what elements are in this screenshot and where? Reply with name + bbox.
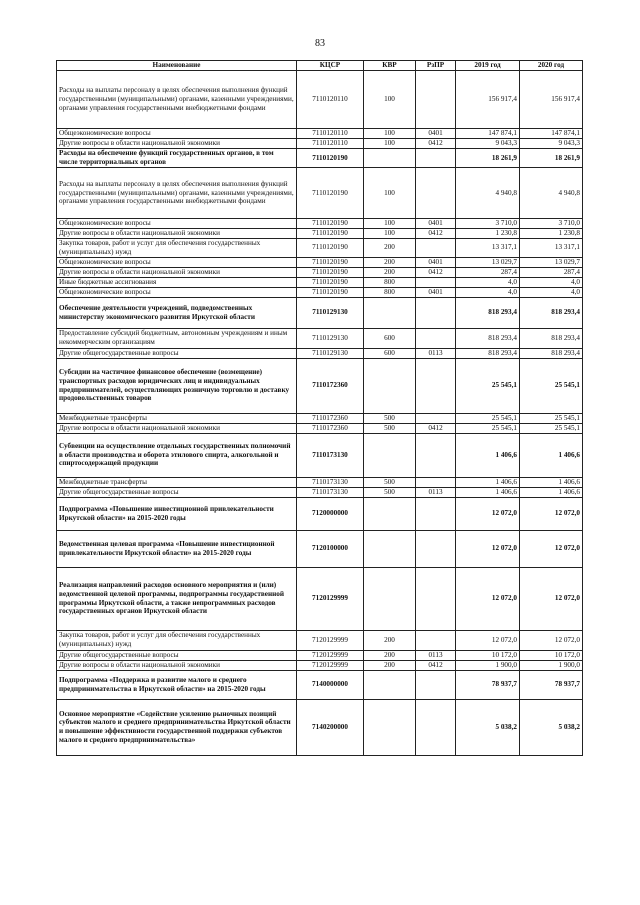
- cell-name: Подпрограмма «Повышение инвестиционной привлекательности Иркутской области» на 2015-2020 годы: [57, 497, 297, 530]
- cell-name: Межбюджетные трансферты: [57, 477, 297, 487]
- table-row: [57, 277, 583, 287]
- cell-kvr: 500: [364, 487, 416, 497]
- cell-2020: 78 937,7: [520, 670, 583, 699]
- cell-2019: 1 406,6: [456, 477, 520, 487]
- cell-name: Другие общегосударственные вопросы: [57, 348, 297, 358]
- cell-name: Общеэкономические вопросы: [57, 219, 297, 229]
- cell-kcsr: 7110120190: [297, 149, 364, 168]
- table-row: [57, 660, 583, 670]
- cell-2019: 147 874,1: [456, 129, 520, 139]
- table-row: [57, 358, 583, 413]
- cell-rzpr: [416, 567, 456, 630]
- cell-2020: 25 545,1: [520, 423, 583, 433]
- cell-rzpr: [416, 277, 456, 287]
- cell-rzpr: [416, 149, 456, 168]
- cell-kcsr: 7120129999: [297, 650, 364, 660]
- table-row: [57, 477, 583, 487]
- cell-2020: 4 940,8: [520, 168, 583, 219]
- cell-name: Другие вопросы в области национальной экономики: [57, 423, 297, 433]
- cell-2020: 1 900,0: [520, 660, 583, 670]
- cell-rzpr: 0412: [416, 139, 456, 149]
- cell-kcsr: 7110120190: [297, 229, 364, 239]
- cell-2020: 1 406,6: [520, 477, 583, 487]
- cell-name: Расходы на выплаты персоналу в целях обеспечения выполнения функций государственными (муниципальными) органами, казенными учреждениями, органами управления государственными внебюджетными фондами: [57, 168, 297, 219]
- table-row: [57, 129, 583, 139]
- cell-kvr: 500: [364, 423, 416, 433]
- table-row: [57, 630, 583, 650]
- cell-rzpr: 0113: [416, 650, 456, 660]
- cell-rzpr: [416, 358, 456, 413]
- cell-kvr: [364, 670, 416, 699]
- table-row: [57, 567, 583, 630]
- cell-name: Межбюджетные трансферты: [57, 413, 297, 423]
- cell-name: Субсидии на частичное финансовое обеспечение (возмещение) транспортных расходов юридических лиц и индивидуальных предпринимателей, осуществляющих розничную торговлю и доставку продовольственных товаров: [57, 358, 297, 413]
- cell-kcsr: 7110129130: [297, 328, 364, 348]
- cell-2019: 18 261,9: [456, 149, 520, 168]
- cell-kcsr: 7110172360: [297, 413, 364, 423]
- cell-kcsr: 7110172360: [297, 423, 364, 433]
- cell-2020: 1 406,6: [520, 487, 583, 497]
- cell-2019: 1 900,0: [456, 660, 520, 670]
- table-header-row: [57, 61, 583, 71]
- cell-kvr: 200: [364, 650, 416, 660]
- cell-2020: 12 072,0: [520, 497, 583, 530]
- cell-2020: 10 172,0: [520, 650, 583, 660]
- cell-rzpr: [416, 297, 456, 328]
- cell-2020: 13 029,7: [520, 257, 583, 267]
- cell-2020: 4,0: [520, 277, 583, 287]
- cell-rzpr: 0412: [416, 660, 456, 670]
- cell-kcsr: 7110129130: [297, 348, 364, 358]
- cell-name: Общеэкономические вопросы: [57, 257, 297, 267]
- table-row: [57, 139, 583, 149]
- cell-kvr: 100: [364, 168, 416, 219]
- cell-2020: 156 917,4: [520, 71, 583, 129]
- cell-kcsr: 7140200000: [297, 699, 364, 755]
- table-row: [57, 257, 583, 267]
- cell-2020: 12 072,0: [520, 567, 583, 630]
- header-kvr: КВР: [364, 61, 416, 71]
- cell-name: Иные бюджетные ассигнования: [57, 277, 297, 287]
- cell-kvr: [364, 699, 416, 755]
- table-row: [57, 348, 583, 358]
- cell-2019: 78 937,7: [456, 670, 520, 699]
- cell-kvr: [364, 433, 416, 477]
- cell-2019: 5 038,2: [456, 699, 520, 755]
- cell-rzpr: [416, 630, 456, 650]
- cell-kcsr: 7110120110: [297, 71, 364, 129]
- table-row: [57, 229, 583, 239]
- cell-kcsr: 7110120110: [297, 129, 364, 139]
- table-row: [57, 497, 583, 530]
- cell-2020: 5 038,2: [520, 699, 583, 755]
- header-kcsr: КЦСР: [297, 61, 364, 71]
- cell-2020: 9 043,3: [520, 139, 583, 149]
- cell-kvr: [364, 497, 416, 530]
- cell-2019: 1 230,8: [456, 229, 520, 239]
- cell-name: Другие вопросы в области национальной экономики: [57, 267, 297, 277]
- table-row: [57, 413, 583, 423]
- cell-kcsr: 7110120190: [297, 257, 364, 267]
- cell-kvr: [364, 358, 416, 413]
- cell-kvr: 600: [364, 348, 416, 358]
- cell-kvr: 200: [364, 257, 416, 267]
- cell-kcsr: 7110120190: [297, 287, 364, 297]
- cell-2019: 10 172,0: [456, 650, 520, 660]
- cell-rzpr: 0401: [416, 129, 456, 139]
- cell-name: Закупка товаров, работ и услуг для обеспечения государственных (муниципальных) нужд: [57, 239, 297, 258]
- cell-2019: 12 072,0: [456, 497, 520, 530]
- cell-2020: 13 317,1: [520, 239, 583, 258]
- cell-kvr: [364, 149, 416, 168]
- cell-name: Основное мероприятие «Содействие усилению рыночных позиций субъектов малого и среднего предпринимательства Иркутской области и повышение эффективности государственной поддержки субъектов малого и среднего предпринимательства»: [57, 699, 297, 755]
- table-row: [57, 670, 583, 699]
- cell-2020: 287,4: [520, 267, 583, 277]
- cell-name: Другие вопросы в области национальной экономики: [57, 139, 297, 149]
- page-number: 83: [315, 38, 325, 49]
- cell-kcsr: 7110173130: [297, 433, 364, 477]
- table-body: [57, 71, 583, 756]
- table-row: [57, 287, 583, 297]
- cell-2019: 4,0: [456, 277, 520, 287]
- table-row: [57, 297, 583, 328]
- cell-name: Другие вопросы в области национальной экономики: [57, 229, 297, 239]
- cell-rzpr: 0401: [416, 287, 456, 297]
- cell-rzpr: [416, 413, 456, 423]
- cell-kcsr: 7140000000: [297, 670, 364, 699]
- budget-table: [56, 60, 583, 756]
- cell-2019: 13 317,1: [456, 239, 520, 258]
- cell-kcsr: 7110120190: [297, 239, 364, 258]
- cell-kvr: 100: [364, 139, 416, 149]
- cell-kcsr: 7120129999: [297, 567, 364, 630]
- cell-2019: 13 029,7: [456, 257, 520, 267]
- cell-kvr: 800: [364, 277, 416, 287]
- cell-name: Другие вопросы в области национальной экономики: [57, 660, 297, 670]
- cell-2019: 12 072,0: [456, 630, 520, 650]
- cell-2020: 25 545,1: [520, 413, 583, 423]
- cell-rzpr: [416, 699, 456, 755]
- table-row: [57, 423, 583, 433]
- cell-rzpr: [416, 670, 456, 699]
- cell-2019: 818 293,4: [456, 328, 520, 348]
- cell-2019: 4 940,8: [456, 168, 520, 219]
- header-name: Наименование: [57, 61, 297, 71]
- cell-2019: 818 293,4: [456, 297, 520, 328]
- table-row: [57, 530, 583, 567]
- cell-rzpr: 0401: [416, 257, 456, 267]
- cell-2019: 1 406,6: [456, 433, 520, 477]
- cell-kvr: [364, 567, 416, 630]
- cell-rzpr: [416, 530, 456, 567]
- cell-rzpr: 0412: [416, 229, 456, 239]
- cell-kvr: 200: [364, 660, 416, 670]
- cell-name: Другие общегосударственные вопросы: [57, 487, 297, 497]
- cell-name: Закупка товаров, работ и услуг для обеспечения государственных (муниципальных) нужд: [57, 630, 297, 650]
- cell-2020: 12 072,0: [520, 630, 583, 650]
- cell-rzpr: [416, 71, 456, 129]
- cell-2019: 287,4: [456, 267, 520, 277]
- cell-2020: 147 874,1: [520, 129, 583, 139]
- cell-kvr: 200: [364, 630, 416, 650]
- cell-name: Обеспечение деятельности учреждений, подведомственных министерству экономического развития Иркутской области: [57, 297, 297, 328]
- cell-2020: 818 293,4: [520, 297, 583, 328]
- cell-2019: 12 072,0: [456, 567, 520, 630]
- table-row: [57, 267, 583, 277]
- cell-2019: 1 406,6: [456, 487, 520, 497]
- cell-kvr: 500: [364, 477, 416, 487]
- cell-rzpr: [416, 328, 456, 348]
- cell-2019: 3 710,0: [456, 219, 520, 229]
- table-row: [57, 650, 583, 660]
- cell-rzpr: [416, 477, 456, 487]
- cell-rzpr: 0401: [416, 219, 456, 229]
- cell-kvr: 800: [364, 287, 416, 297]
- cell-name: Подпрограмма «Поддержка и развитие малого и среднего предпринимательства в Иркутской области» на 2015-2020 годы: [57, 670, 297, 699]
- header-2019: 2019 год: [456, 61, 520, 71]
- table-row: [57, 71, 583, 129]
- cell-2020: 12 072,0: [520, 530, 583, 567]
- cell-kvr: 600: [364, 328, 416, 348]
- cell-2020: 18 261,9: [520, 149, 583, 168]
- cell-kvr: 200: [364, 267, 416, 277]
- cell-2020: 1 406,6: [520, 433, 583, 477]
- cell-kcsr: 7110120190: [297, 168, 364, 219]
- cell-2019: 12 072,0: [456, 530, 520, 567]
- cell-rzpr: [416, 433, 456, 477]
- table-row: [57, 168, 583, 219]
- table-row: [57, 699, 583, 755]
- cell-2020: 818 293,4: [520, 348, 583, 358]
- table-row: [57, 433, 583, 477]
- cell-2020: 4,0: [520, 287, 583, 297]
- cell-rzpr: 0412: [416, 267, 456, 277]
- table-row: [57, 149, 583, 168]
- cell-kvr: 100: [364, 229, 416, 239]
- cell-kcsr: 7110120190: [297, 277, 364, 287]
- cell-kcsr: 7120000000: [297, 497, 364, 530]
- cell-2019: 156 917,4: [456, 71, 520, 129]
- cell-kcsr: 7110172360: [297, 358, 364, 413]
- table-row: [57, 328, 583, 348]
- cell-name: Другие общегосударственные вопросы: [57, 650, 297, 660]
- cell-kcsr: 7110120190: [297, 267, 364, 277]
- cell-kcsr: 7120129999: [297, 660, 364, 670]
- cell-2020: 1 230,8: [520, 229, 583, 239]
- cell-rzpr: [416, 239, 456, 258]
- table-row: [57, 219, 583, 229]
- cell-name: Общеэкономические вопросы: [57, 287, 297, 297]
- cell-2019: 25 545,1: [456, 358, 520, 413]
- cell-kvr: [364, 297, 416, 328]
- cell-kvr: 100: [364, 71, 416, 129]
- cell-kvr: [364, 530, 416, 567]
- cell-name: Реализация направлений расходов основного мероприятия и (или) ведомственной целевой программы, подпрограммы государственной программы Иркутской области, а также непрограммных расходов государственных органов Иркутской области: [57, 567, 297, 630]
- table-row: [57, 487, 583, 497]
- cell-kvr: 200: [364, 239, 416, 258]
- cell-2020: 818 293,4: [520, 328, 583, 348]
- cell-rzpr: [416, 168, 456, 219]
- cell-name: Предоставление субсидий бюджетным, автономным учреждениям и иным некоммерческим организациям: [57, 328, 297, 348]
- cell-2019: 4,0: [456, 287, 520, 297]
- cell-rzpr: 0412: [416, 423, 456, 433]
- cell-kcsr: 7110120110: [297, 139, 364, 149]
- cell-name: Общеэкономические вопросы: [57, 129, 297, 139]
- cell-kcsr: 7110129130: [297, 297, 364, 328]
- cell-rzpr: [416, 497, 456, 530]
- cell-kvr: 500: [364, 413, 416, 423]
- cell-rzpr: 0113: [416, 487, 456, 497]
- cell-name: Ведомственная целевая программа «Повышение инвестиционной привлекательности Иркутской области» на 2015-2020 годы: [57, 530, 297, 567]
- cell-kcsr: 7120129999: [297, 630, 364, 650]
- header-rzpr: РзПР: [416, 61, 456, 71]
- cell-2019: 9 043,3: [456, 139, 520, 149]
- header-2020: 2020 год: [520, 61, 583, 71]
- cell-kcsr: 7110173130: [297, 487, 364, 497]
- cell-kvr: 100: [364, 129, 416, 139]
- cell-2020: 3 710,0: [520, 219, 583, 229]
- cell-2019: 818 293,4: [456, 348, 520, 358]
- cell-kvr: 100: [364, 219, 416, 229]
- cell-2019: 25 545,1: [456, 413, 520, 423]
- cell-kcsr: 7110173130: [297, 477, 364, 487]
- cell-kcsr: 7110120190: [297, 219, 364, 229]
- cell-rzpr: 0113: [416, 348, 456, 358]
- cell-2020: 25 545,1: [520, 358, 583, 413]
- cell-name: Расходы на выплаты персоналу в целях обеспечения выполнения функций государственными (муниципальными) органами, казенными учреждениями, органами управления государственными внебюджетными фондами: [57, 71, 297, 129]
- table-row: [57, 239, 583, 258]
- cell-name: Расходы на обеспечение функций государственных органов, в том числе территориальных органов: [57, 149, 297, 168]
- cell-kcsr: 7120100000: [297, 530, 364, 567]
- cell-2019: 25 545,1: [456, 423, 520, 433]
- cell-name: Субвенции на осуществление отдельных государственных полномочий в области производства и оборота этилового спирта, алкогольной и спиртосодержащей продукции: [57, 433, 297, 477]
